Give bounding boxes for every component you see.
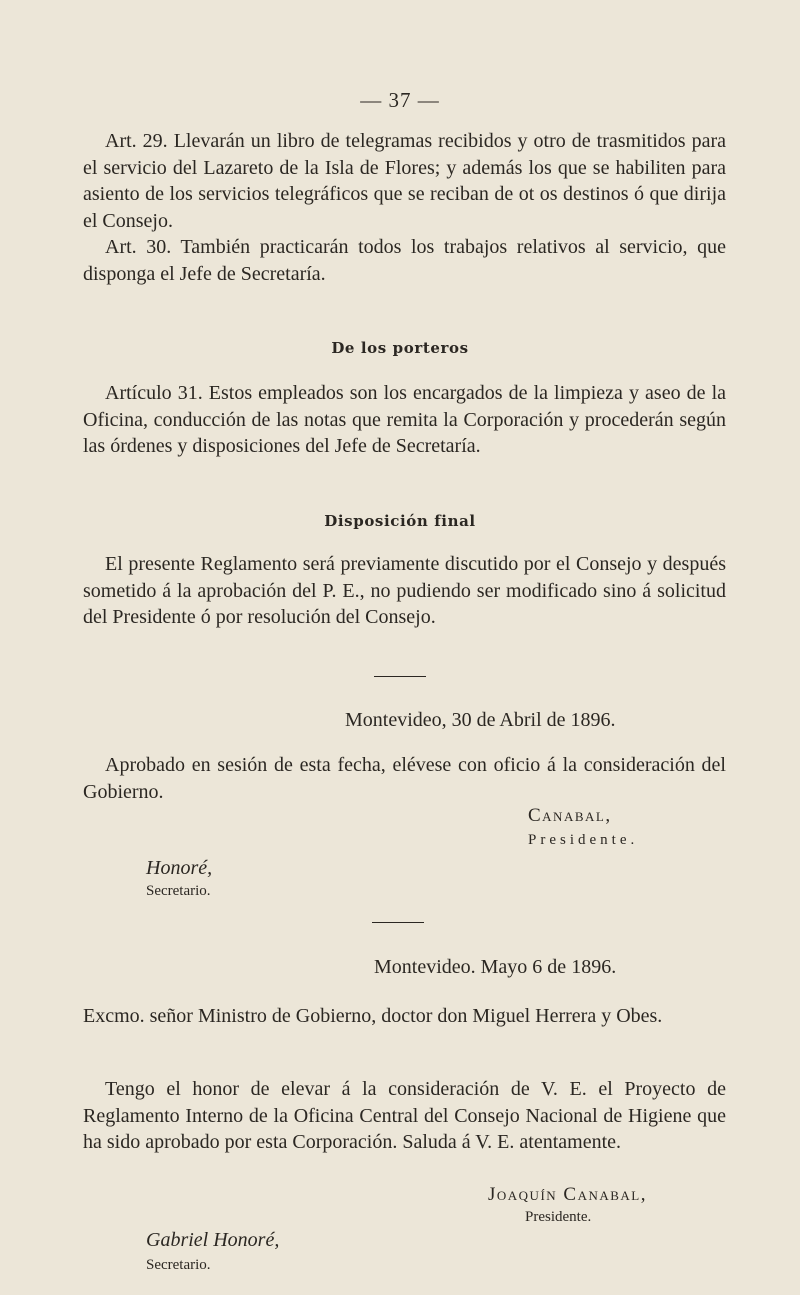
divider-rule-2 (372, 922, 424, 923)
dateline-may: Montevideo. Mayo 6 de 1896. (374, 956, 617, 978)
dateline-april: Montevideo, 30 de Abril de 1896. (345, 709, 616, 731)
signature-president-name: Canabal, (528, 805, 612, 826)
approval-text: Aprobado en sesión de esta fecha, elévese con oficio á la consideración del Gobierno. (83, 754, 726, 803)
page-number: — 37 — (360, 88, 440, 112)
signature-secretary-name: Honoré, (146, 857, 213, 879)
heading-porteros: De los porteros (331, 339, 469, 357)
letter-signature-secretary-role: Secretario. (146, 1257, 211, 1273)
article-29: Art. 29. Llevarán un libro de telegramas recibidos y otro de trasmitidos para el servicio del Lazareto de la Isla de Flores; y además los que se habiliten para asiento de los servicios telegráficos que se reciban de ot os destinos ó que dirija el Consejo. (83, 130, 726, 232)
article-31: Artículo 31. Estos empleados son los encargados de la limpieza y aseo de la Oficina, conducción de las notas que remita la Corporación y procederán según las órdenes y disposiciones del Jefe de Secretaría. (83, 382, 726, 457)
articles-29-30 (83, 128, 726, 287)
heading-disposicion-final: Disposición final (324, 512, 476, 530)
addressee: Excmo. señor Ministro de Gobierno, doctor don Miguel Herrera y Obes. (83, 1005, 663, 1027)
letter-signature-president-name: Joaquín Canabal, (488, 1184, 648, 1205)
article-31-block (83, 380, 726, 460)
addressee-block (83, 1003, 726, 1030)
final-provision: El presente Reglamento será previamente discutido por el Consejo y después sometido á la aprobación del P. E., no pudiendo ser modificado sino á solicitud del Presidente ó por resolución del Consejo. (83, 553, 726, 628)
approval-block (83, 752, 726, 805)
signature-president-role: Presidente. (528, 832, 639, 848)
letter-body-block (83, 1076, 726, 1156)
letter-signature-president-role: Presidente. (525, 1209, 592, 1225)
signature-secretary-role: Secretario. (146, 883, 211, 899)
final-provision-block (83, 551, 726, 631)
article-30: Art. 30. También practicarán todos los trabajos relativos al servicio, que disponga el Jefe de Secretaría. (83, 236, 726, 285)
letter-body: Tengo el honor de elevar á la consideración de V. E. el Proyecto de Reglamento Interno de la Oficina Central del Consejo Nacional de Higiene que ha sido aprobado por esta Corporación. Saluda á V. E. atentamente. (83, 1078, 726, 1153)
divider-rule-1 (374, 676, 426, 677)
letter-signature-secretary-name: Gabriel Honoré, (146, 1229, 280, 1251)
